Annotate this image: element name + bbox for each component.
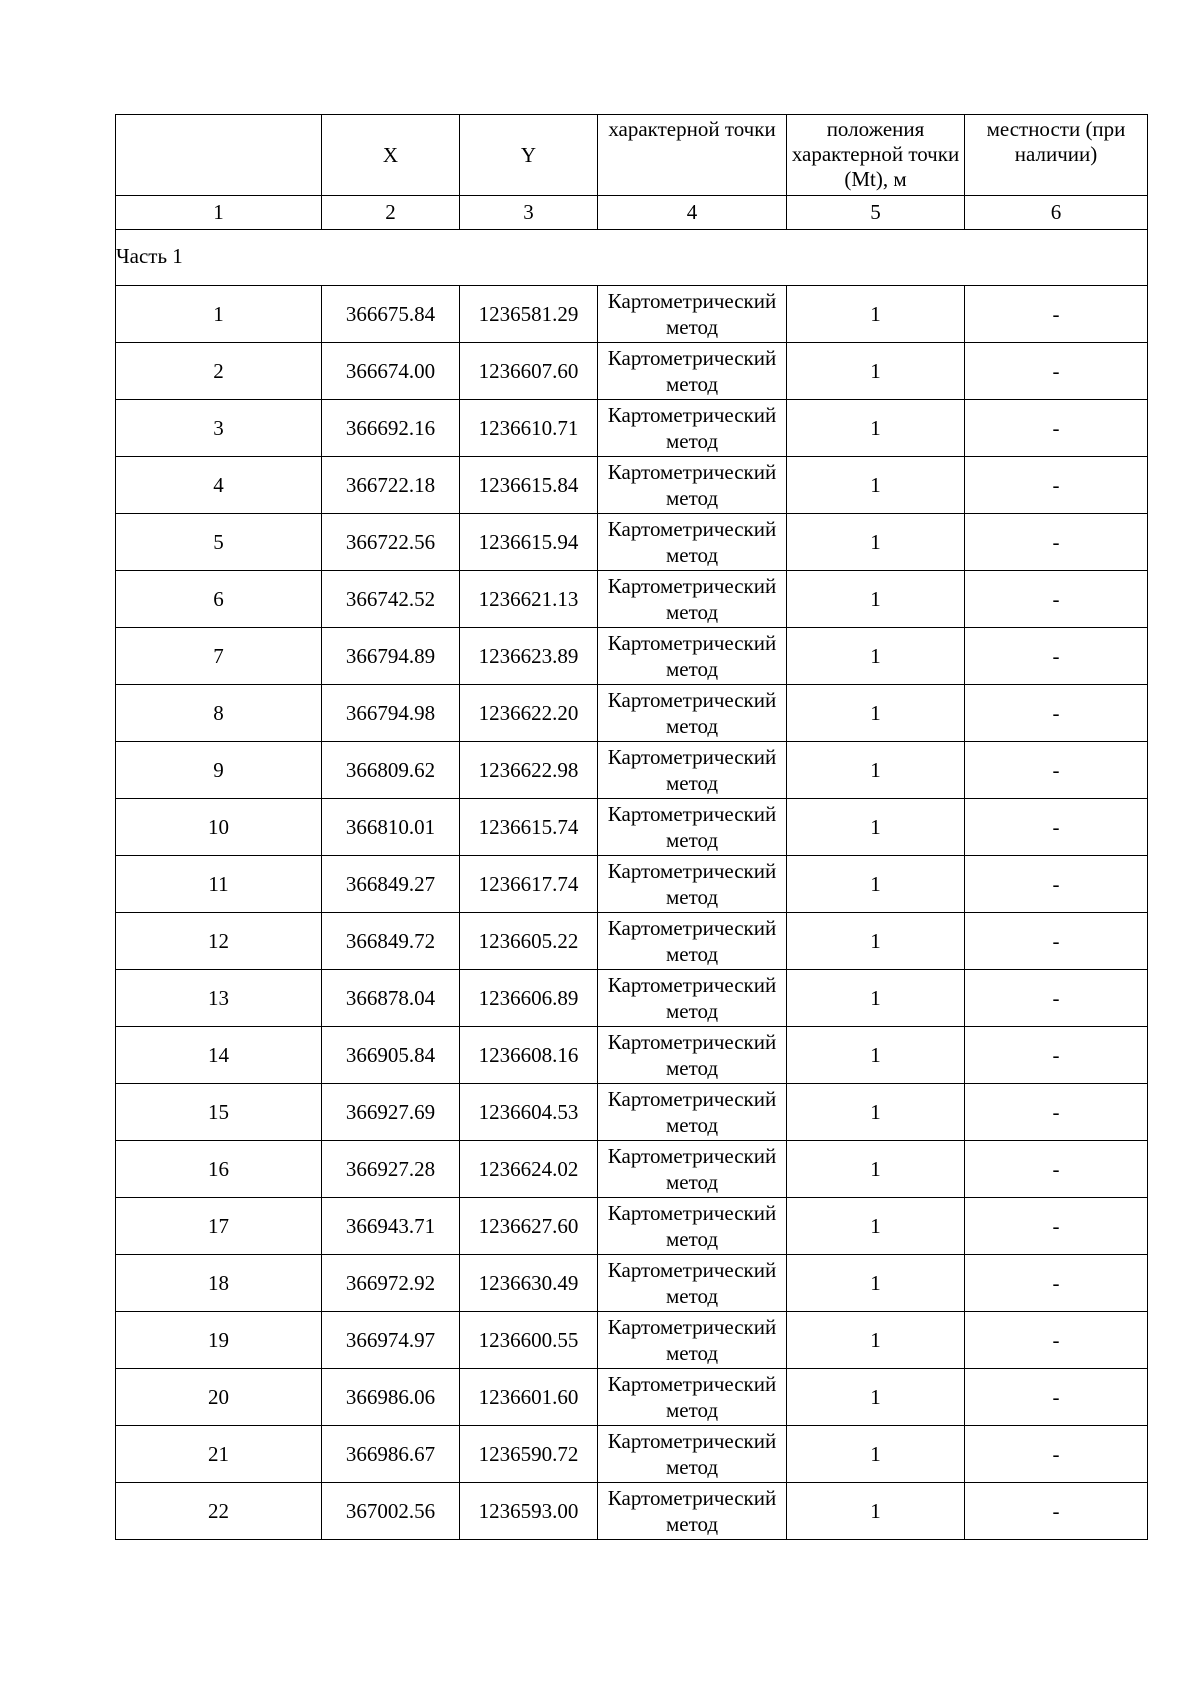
x-coordinate-cell: 366927.69 xyxy=(322,1084,460,1141)
y-coordinate-cell: 1236615.84 xyxy=(460,457,598,514)
description-cell: - xyxy=(965,1483,1148,1540)
table-row xyxy=(116,1027,1148,1084)
accuracy-cell: 1 xyxy=(787,1198,965,1255)
point-number-cell: 7 xyxy=(116,628,322,685)
accuracy-cell: 1 xyxy=(787,856,965,913)
accuracy-cell: 1 xyxy=(787,400,965,457)
column-number: 3 xyxy=(460,196,598,230)
accuracy-cell: 1 xyxy=(787,457,965,514)
point-number-cell: 3 xyxy=(116,400,322,457)
y-coordinate-cell: 1236593.00 xyxy=(460,1483,598,1540)
accuracy-cell: 1 xyxy=(787,1312,965,1369)
description-cell: - xyxy=(965,685,1148,742)
point-number-cell: 15 xyxy=(116,1084,322,1141)
header-cell-point-text: характерной точки xyxy=(608,117,776,141)
point-number-cell: 10 xyxy=(116,799,322,856)
point-number-cell: 16 xyxy=(116,1141,322,1198)
y-coordinate-cell: 1236627.60 xyxy=(460,1198,598,1255)
x-coordinate-cell: 366742.52 xyxy=(322,571,460,628)
x-coordinate-cell: 366794.89 xyxy=(322,628,460,685)
y-coordinate-cell: 1236606.89 xyxy=(460,970,598,1027)
table-row xyxy=(116,856,1148,913)
accuracy-cell: 1 xyxy=(787,571,965,628)
method-cell: Картометрический метод xyxy=(598,1198,787,1255)
column-number: 4 xyxy=(598,196,787,230)
header-cell-1 xyxy=(116,115,322,196)
x-coordinate-cell: 366972.92 xyxy=(322,1255,460,1312)
x-coordinate-cell: 366878.04 xyxy=(322,970,460,1027)
accuracy-cell: 1 xyxy=(787,286,965,343)
accuracy-cell: 1 xyxy=(787,685,965,742)
method-cell: Картометрический метод xyxy=(598,913,787,970)
point-number-cell: 11 xyxy=(116,856,322,913)
y-coordinate-cell: 1236615.94 xyxy=(460,514,598,571)
y-coordinate-cell: 1236624.02 xyxy=(460,1141,598,1198)
column-number-row xyxy=(116,196,1148,230)
method-cell: Картометрический метод xyxy=(598,457,787,514)
description-cell: - xyxy=(965,1426,1148,1483)
method-cell: Картометрический метод xyxy=(598,685,787,742)
description-cell: - xyxy=(965,628,1148,685)
x-coordinate-cell: 366692.16 xyxy=(322,400,460,457)
table-row xyxy=(116,514,1148,571)
x-coordinate-cell: 366675.84 xyxy=(322,286,460,343)
description-cell: - xyxy=(965,1198,1148,1255)
accuracy-cell: 1 xyxy=(787,1483,965,1540)
y-coordinate-cell: 1236615.74 xyxy=(460,799,598,856)
description-cell: - xyxy=(965,1255,1148,1312)
description-cell: - xyxy=(965,970,1148,1027)
description-cell: - xyxy=(965,1084,1148,1141)
method-cell: Картометрический метод xyxy=(598,856,787,913)
y-coordinate-cell: 1236630.49 xyxy=(460,1255,598,1312)
point-number-cell: 21 xyxy=(116,1426,322,1483)
column-number: 1 xyxy=(116,196,322,230)
header-cell-description-text: местности (при наличии) xyxy=(986,117,1126,166)
y-coordinate-cell: 1236607.60 xyxy=(460,343,598,400)
table-header-row xyxy=(116,115,1148,196)
description-cell: - xyxy=(965,799,1148,856)
table-row xyxy=(116,1483,1148,1540)
column-number: 2 xyxy=(322,196,460,230)
description-cell: - xyxy=(965,1027,1148,1084)
method-cell: Картометрический метод xyxy=(598,1141,787,1198)
table-row xyxy=(116,1084,1148,1141)
description-cell: - xyxy=(965,742,1148,799)
point-number-cell: 22 xyxy=(116,1483,322,1540)
column-number: 5 xyxy=(787,196,965,230)
description-cell: - xyxy=(965,856,1148,913)
table-row xyxy=(116,913,1148,970)
x-coordinate-cell: 366722.18 xyxy=(322,457,460,514)
x-coordinate-cell: 366809.62 xyxy=(322,742,460,799)
table-row xyxy=(116,571,1148,628)
y-coordinate-cell: 1236623.89 xyxy=(460,628,598,685)
description-cell: - xyxy=(965,400,1148,457)
x-coordinate-cell: 366849.72 xyxy=(322,913,460,970)
accuracy-cell: 1 xyxy=(787,742,965,799)
table-row xyxy=(116,628,1148,685)
description-cell: - xyxy=(965,286,1148,343)
point-number-cell: 8 xyxy=(116,685,322,742)
accuracy-cell: 1 xyxy=(787,1255,965,1312)
x-coordinate-cell: 366905.84 xyxy=(322,1027,460,1084)
method-cell: Картометрический метод xyxy=(598,400,787,457)
point-number-cell: 17 xyxy=(116,1198,322,1255)
method-cell: Картометрический метод xyxy=(598,799,787,856)
y-coordinate-cell: 1236600.55 xyxy=(460,1312,598,1369)
y-coordinate-cell: 1236622.20 xyxy=(460,685,598,742)
point-number-cell: 4 xyxy=(116,457,322,514)
point-number-cell: 18 xyxy=(116,1255,322,1312)
coordinates-table xyxy=(115,114,1148,1540)
point-number-cell: 1 xyxy=(116,286,322,343)
description-cell: - xyxy=(965,913,1148,970)
accuracy-cell: 1 xyxy=(787,970,965,1027)
x-coordinate-cell: 366674.00 xyxy=(322,343,460,400)
point-number-cell: 12 xyxy=(116,913,322,970)
table-row xyxy=(116,742,1148,799)
header-cell-accuracy-text: положения характерной точки (Mt), м xyxy=(791,117,960,191)
description-cell: - xyxy=(965,1369,1148,1426)
method-cell: Картометрический метод xyxy=(598,628,787,685)
description-cell: - xyxy=(965,514,1148,571)
y-coordinate-cell: 1236601.60 xyxy=(460,1369,598,1426)
x-coordinate-cell: 366986.67 xyxy=(322,1426,460,1483)
part-label: Часть 1 xyxy=(116,230,1148,286)
accuracy-cell: 1 xyxy=(787,1027,965,1084)
method-cell: Картометрический метод xyxy=(598,970,787,1027)
x-coordinate-cell: 366810.01 xyxy=(322,799,460,856)
method-cell: Картометрический метод xyxy=(598,742,787,799)
table-row xyxy=(116,286,1148,343)
y-coordinate-cell: 1236581.29 xyxy=(460,286,598,343)
method-cell: Картометрический метод xyxy=(598,1084,787,1141)
column-number: 6 xyxy=(965,196,1148,230)
accuracy-cell: 1 xyxy=(787,343,965,400)
method-cell: Картометрический метод xyxy=(598,343,787,400)
method-cell: Картометрический метод xyxy=(598,286,787,343)
table-row xyxy=(116,343,1148,400)
method-cell: Картометрический метод xyxy=(598,1027,787,1084)
header-cell-point xyxy=(598,115,787,196)
document-page xyxy=(115,114,1147,1540)
point-number-cell: 6 xyxy=(116,571,322,628)
method-cell: Картометрический метод xyxy=(598,1255,787,1312)
x-coordinate-cell: 366849.27 xyxy=(322,856,460,913)
accuracy-cell: 1 xyxy=(787,514,965,571)
y-coordinate-cell: 1236608.16 xyxy=(460,1027,598,1084)
y-coordinate-cell: 1236622.98 xyxy=(460,742,598,799)
accuracy-cell: 1 xyxy=(787,1426,965,1483)
table-row xyxy=(116,1312,1148,1369)
table-row xyxy=(116,400,1148,457)
description-cell: - xyxy=(965,571,1148,628)
table-row xyxy=(116,1198,1148,1255)
description-cell: - xyxy=(965,1141,1148,1198)
description-cell: - xyxy=(965,457,1148,514)
accuracy-cell: 1 xyxy=(787,913,965,970)
header-cell-x: X xyxy=(322,115,460,196)
point-number-cell: 5 xyxy=(116,514,322,571)
y-coordinate-cell: 1236610.71 xyxy=(460,400,598,457)
accuracy-cell: 1 xyxy=(787,1084,965,1141)
point-number-cell: 2 xyxy=(116,343,322,400)
method-cell: Картометрический метод xyxy=(598,1369,787,1426)
x-coordinate-cell: 367002.56 xyxy=(322,1483,460,1540)
y-coordinate-cell: 1236621.13 xyxy=(460,571,598,628)
method-cell: Картометрический метод xyxy=(598,1483,787,1540)
point-number-cell: 14 xyxy=(116,1027,322,1084)
accuracy-cell: 1 xyxy=(787,799,965,856)
header-cell-accuracy xyxy=(787,115,965,196)
table-row xyxy=(116,1141,1148,1198)
header-cell-description xyxy=(965,115,1148,196)
accuracy-cell: 1 xyxy=(787,628,965,685)
table-row xyxy=(116,1255,1148,1312)
x-coordinate-cell: 366722.56 xyxy=(322,514,460,571)
method-cell: Картометрический метод xyxy=(598,571,787,628)
table-row xyxy=(116,799,1148,856)
part-row xyxy=(116,230,1148,286)
method-cell: Картометрический метод xyxy=(598,1312,787,1369)
method-cell: Картометрический метод xyxy=(598,1426,787,1483)
description-cell: - xyxy=(965,343,1148,400)
description-cell: - xyxy=(965,1312,1148,1369)
y-coordinate-cell: 1236617.74 xyxy=(460,856,598,913)
x-coordinate-cell: 366927.28 xyxy=(322,1141,460,1198)
x-coordinate-cell: 366794.98 xyxy=(322,685,460,742)
point-number-cell: 13 xyxy=(116,970,322,1027)
header-cell-y: Y xyxy=(460,115,598,196)
method-cell: Картометрический метод xyxy=(598,514,787,571)
table-row xyxy=(116,1369,1148,1426)
table-row xyxy=(116,685,1148,742)
table-row xyxy=(116,1426,1148,1483)
point-number-cell: 20 xyxy=(116,1369,322,1426)
x-coordinate-cell: 366974.97 xyxy=(322,1312,460,1369)
accuracy-cell: 1 xyxy=(787,1369,965,1426)
x-coordinate-cell: 366986.06 xyxy=(322,1369,460,1426)
point-number-cell: 9 xyxy=(116,742,322,799)
accuracy-cell: 1 xyxy=(787,1141,965,1198)
table-row xyxy=(116,457,1148,514)
x-coordinate-cell: 366943.71 xyxy=(322,1198,460,1255)
y-coordinate-cell: 1236590.72 xyxy=(460,1426,598,1483)
point-number-cell: 19 xyxy=(116,1312,322,1369)
table-row xyxy=(116,970,1148,1027)
y-coordinate-cell: 1236605.22 xyxy=(460,913,598,970)
y-coordinate-cell: 1236604.53 xyxy=(460,1084,598,1141)
